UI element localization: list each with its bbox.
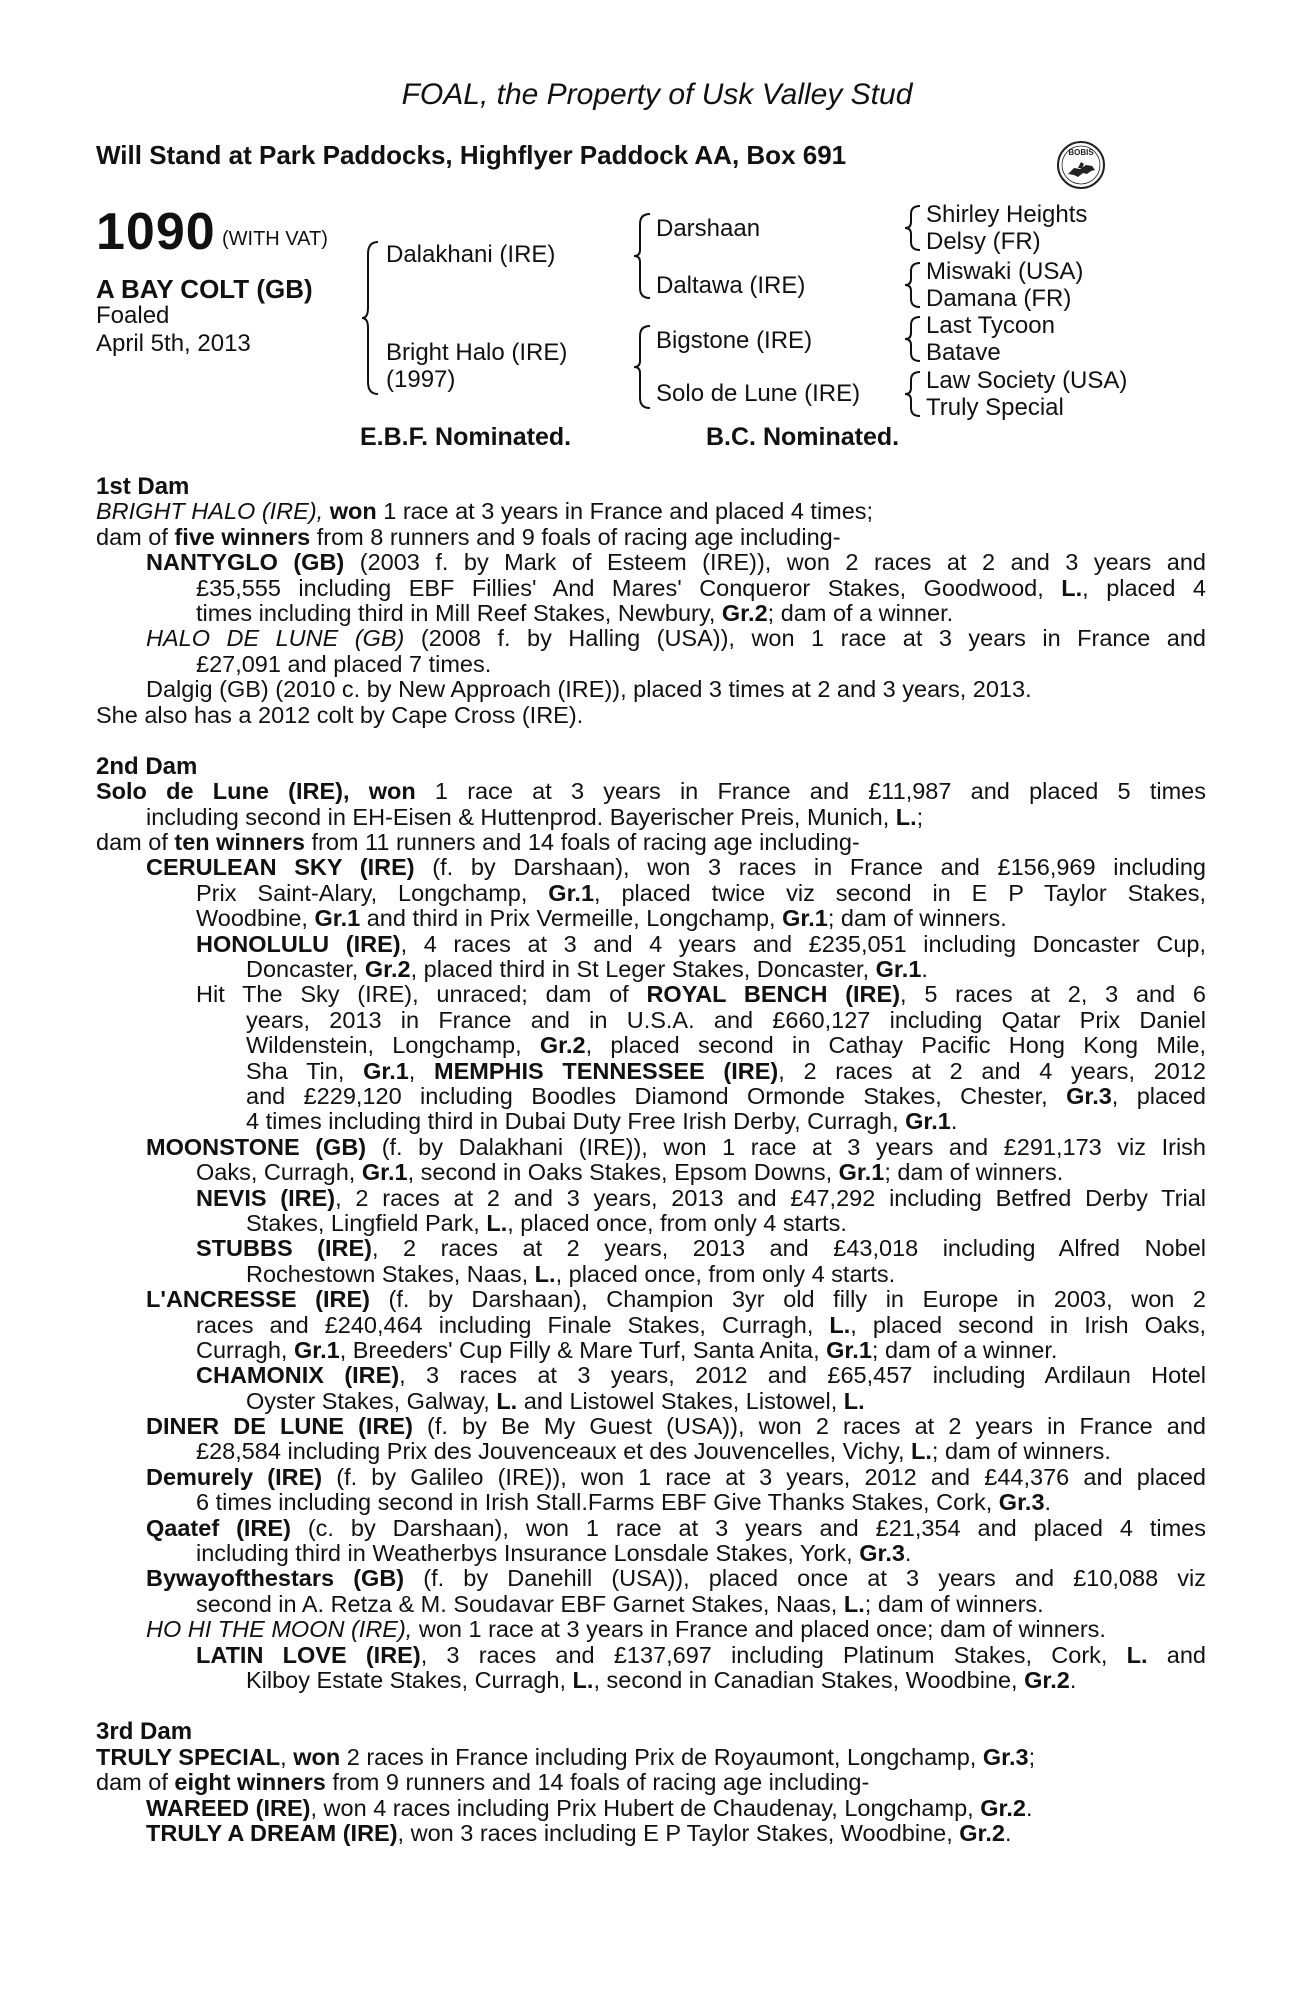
- bold-text: L.: [843, 1590, 865, 1617]
- text: ; dam of a winner.: [767, 599, 954, 626]
- text: £27,091 and placed 7 times.: [196, 650, 492, 677]
- record-line: [96, 1211, 1206, 1236]
- bold-text: Gr.3: [859, 1540, 905, 1567]
- bold-text: Gr.1: [361, 1159, 408, 1186]
- bold-text: five winners: [174, 523, 311, 550]
- bold-text: Gr.1: [838, 1159, 885, 1186]
- text: (f. by Danehill (USA)), placed once at 3 years and £10,088 viz: [404, 1566, 1206, 1592]
- record-line: [96, 1135, 1206, 1160]
- spacer: [96, 1693, 1206, 1719]
- text: .: [904, 1540, 912, 1567]
- record-line: [96, 677, 1206, 702]
- record-line: [96, 1643, 1206, 1668]
- section-heading: [96, 754, 1206, 779]
- bold-text: MOONSTONE (GB): [146, 1134, 367, 1160]
- text: dam of: [96, 523, 175, 550]
- text: , Breeders' Cup Filly & Mare Turf, Santa Anita,: [339, 1336, 827, 1363]
- record-line: [96, 1770, 1206, 1795]
- text: , 3 races at 3 years, 2012 and £65,457 including Ardilaun Hotel: [399, 1363, 1206, 1389]
- foaled-date: April 5th, 2013: [96, 330, 251, 357]
- g3-g4-brace: [902, 259, 926, 311]
- record-line: [96, 1516, 1206, 1541]
- record-line: [96, 1084, 1206, 1109]
- bold-text: TRULY A DREAM (IRE): [146, 1819, 398, 1846]
- bold-text: L.: [843, 1387, 865, 1414]
- record-line: [96, 1313, 1206, 1338]
- bold-text: Gr.2: [1024, 1666, 1070, 1693]
- bold-text: WAREED (IRE): [146, 1794, 311, 1821]
- record-line: [96, 1541, 1206, 1566]
- bold-text: Gr.1: [826, 1336, 872, 1363]
- record-line: [96, 1490, 1206, 1515]
- bold-text: L.: [486, 1209, 508, 1236]
- text: Stakes, Lingfield Park,: [246, 1209, 487, 1236]
- text: .: [1069, 1666, 1077, 1693]
- text: .: [1005, 1819, 1012, 1846]
- pedigree-dam: Bright Halo (IRE): [386, 339, 568, 366]
- bold-text: L.: [911, 1438, 932, 1465]
- record-line: [96, 1059, 1206, 1084]
- text: and Listowel Stakes, Listowel,: [517, 1387, 844, 1414]
- text: (c. by Darshaan), won 1 race at 3 years and £21,354 and placed 4 times: [290, 1515, 1206, 1541]
- bold-text: Gr.1: [293, 1336, 340, 1363]
- bold-text: L.: [829, 1312, 851, 1338]
- g7-g8-brace: [902, 368, 926, 420]
- text: 4 times including third in Dubai Duty Free Irish Derby, Curragh,: [246, 1108, 906, 1135]
- bold-text: Gr.1: [875, 956, 922, 983]
- record-line: [96, 1236, 1206, 1261]
- text: Kilboy Estate Stakes, Curragh,: [246, 1666, 573, 1693]
- text: 2 races in France including Prix de Royaumont, Longchamp,: [340, 1743, 983, 1770]
- bold-text: Qaatef (IRE): [146, 1515, 291, 1541]
- svg-text:BOBIS: BOBIS: [1068, 148, 1094, 157]
- pedigree-g5: Last Tycoon: [926, 312, 1055, 339]
- record-line: [96, 1186, 1206, 1211]
- bold-text: 2nd Dam: [96, 752, 198, 780]
- produce-record: [96, 474, 1206, 1846]
- bold-text: CHAMONIX (IRE): [196, 1363, 400, 1389]
- bold-text: Gr.2: [539, 1033, 586, 1059]
- text: Dalgig (GB) (2010 c. by New Approach (IRE)), placed 3 times at 2 and 3 years, 2013.: [146, 676, 1032, 703]
- text: , 5 races at 2, 3 and 6: [900, 982, 1206, 1008]
- bold-text: Gr.1: [314, 905, 361, 932]
- text: ; dam of winners.: [931, 1438, 1111, 1465]
- bold-text: Gr.2: [980, 1794, 1026, 1821]
- bold-text: ROYAL BENCH (IRE): [646, 982, 901, 1008]
- text: Sha Tin,: [246, 1058, 364, 1084]
- text: (f. by Darshaan), Champion 3yr old filly in Europe in 2003, won 2: [369, 1287, 1206, 1313]
- record-line: [96, 1109, 1206, 1134]
- text: £28,584 including Prix des Jouvenceaux et des Jouvencelles, Vichy,: [196, 1438, 912, 1465]
- text: times including third in Mill Reef Stakes, Newbury,: [196, 599, 722, 626]
- text: , 2 races at 2 and 3 years, 2013 and £47,292 including Betfred Derby Trial: [335, 1185, 1206, 1211]
- sire-brace: [632, 210, 656, 302]
- text: (f. by Dalakhani (IRE)), won 1 race at 3 years and £291,173 viz Irish: [366, 1134, 1206, 1160]
- text: ; dam of winners.: [864, 1590, 1044, 1617]
- record-line: [96, 1287, 1206, 1312]
- text: (2003 f. by Mark of Esteem (IRE)), won 2 races at 2 and 3 years and: [344, 550, 1206, 576]
- bold-text: MEMPHIS TENNESSEE (IRE): [434, 1058, 779, 1084]
- bold-text: LATIN LOVE (IRE): [196, 1642, 421, 1668]
- pedigree-g2: Delsy (FR): [926, 228, 1041, 255]
- text: She also has a 2012 colt by Cape Cross (IRE).: [96, 701, 584, 728]
- text: from 8 runners and 9 foals of racing age including-: [310, 523, 841, 550]
- record-line: [96, 1796, 1206, 1821]
- bold-text: 3rd Dam: [96, 1718, 193, 1746]
- record-line: [96, 1566, 1206, 1591]
- record-line: [96, 1262, 1206, 1287]
- stabling-info: Will Stand at Park Paddocks, Highflyer Paddock AA, Box 691: [96, 140, 847, 170]
- text: , placed second in Irish Oaks,: [850, 1312, 1206, 1338]
- record-line: [96, 881, 1206, 906]
- vat-note: (WITH VAT): [222, 228, 328, 250]
- dam-brace: [632, 322, 656, 412]
- pedigree-g8: Truly Special: [926, 394, 1064, 421]
- text: , placed third in St Leger Stakes, Doncaster,: [410, 956, 876, 983]
- text: including third in Weatherbys Insurance Lonsdale Stakes, York,: [196, 1540, 860, 1567]
- record-line: [96, 1414, 1206, 1439]
- record-line: [96, 525, 1206, 550]
- text: ; dam of a winner.: [871, 1336, 1058, 1363]
- text: years, 2013 in France and in U.S.A. and £660,127 including Qatar Prix Daniel: [246, 1007, 1206, 1033]
- text: ;: [1028, 1743, 1036, 1770]
- pedigree-g7: Law Society (USA): [926, 367, 1128, 394]
- text: (2008 f. by Halling (USA)), won 1 race at 3 years in France and: [404, 626, 1206, 652]
- record-line: [96, 550, 1206, 575]
- record-line: [96, 703, 1206, 728]
- bc-nominated: B.C. Nominated.: [706, 423, 900, 451]
- record-line: [96, 1821, 1206, 1846]
- pedigree-dam-year: (1997): [386, 366, 456, 393]
- text: , placed once, from only 4 starts.: [555, 1260, 896, 1287]
- bold-text: NEVIS (IRE): [196, 1185, 336, 1211]
- bold-text: L.: [534, 1260, 556, 1287]
- record-line: [96, 1033, 1206, 1058]
- pedigree-dam-dam: Solo de Lune (IRE): [656, 380, 861, 407]
- spacer: [96, 728, 1206, 754]
- bold-text: Gr.2: [364, 956, 411, 983]
- text: , placed 4: [1082, 575, 1206, 601]
- record-line: [96, 932, 1206, 957]
- record-line: [96, 1439, 1206, 1464]
- record-line: [96, 855, 1206, 880]
- bold-text: Gr.1: [905, 1108, 951, 1135]
- bobis-logo: [1056, 140, 1106, 190]
- bold-text: HONOLULU (IRE): [196, 931, 401, 957]
- pedigree-sire-dam: Daltawa (IRE): [656, 272, 806, 299]
- foaled-label: Foaled: [96, 302, 170, 329]
- text: , 3 races and £137,697 including Platinum Stakes, Cork,: [420, 1642, 1127, 1668]
- bold-text: eight winners: [174, 1769, 326, 1796]
- record-line: [96, 1389, 1206, 1414]
- bold-text: Gr.3: [998, 1489, 1045, 1516]
- bold-text: TRULY SPECIAL: [96, 1743, 281, 1770]
- bold-text: L.: [1061, 575, 1083, 601]
- lot-number: 1090: [96, 203, 216, 261]
- record-line: [96, 626, 1206, 651]
- text: ; dam of winners.: [827, 905, 1007, 932]
- text: , 4 races at 3 and 4 years and £235,051 including Doncaster Cup,: [400, 931, 1206, 957]
- pedigree-sire: Dalakhani (IRE): [386, 241, 556, 268]
- record-line: [96, 1668, 1206, 1693]
- record-line: [96, 906, 1206, 931]
- pedigree-sire-sire: Darshaan: [656, 215, 761, 242]
- text: , second in Oaks Stakes, Epsom Downs,: [407, 1159, 839, 1186]
- text: , placed twice viz second in E P Taylor Stakes,: [594, 880, 1206, 906]
- text: from 9 runners and 14 foals of racing age including-: [325, 1769, 870, 1796]
- section-heading: [96, 474, 1206, 499]
- g5-g6-brace: [902, 313, 926, 365]
- sire-dam-brace: [360, 238, 384, 398]
- italic-text: HO HI THE MOON (IRE),: [146, 1616, 413, 1643]
- record-line: [96, 805, 1206, 830]
- record-line: [96, 1592, 1206, 1617]
- text: , placed second in Cathay Pacific Hong Kong Mile,: [585, 1033, 1206, 1059]
- text: Wildenstein, Longchamp,: [246, 1033, 540, 1059]
- bold-text: Gr.2: [721, 599, 768, 626]
- text: Curragh,: [196, 1336, 294, 1363]
- text: dam of: [96, 1769, 175, 1796]
- text: Oyster Stakes, Galway,: [246, 1387, 497, 1414]
- text: dam of: [96, 829, 175, 856]
- record-line: [96, 957, 1206, 982]
- text: ; dam of winners.: [884, 1159, 1064, 1186]
- record-line: [96, 652, 1206, 677]
- record-line: [96, 982, 1206, 1007]
- record-line: [96, 1008, 1206, 1033]
- text: Rochestown Stakes, Naas,: [246, 1260, 535, 1287]
- g1-g2-brace: [902, 202, 926, 254]
- bold-text: Gr.2: [959, 1819, 1005, 1846]
- bold-text: Gr.1: [363, 1058, 409, 1084]
- text: second in A. Retza & M. Soudavar EBF Garnet Stakes, Naas,: [196, 1590, 844, 1617]
- text: ,: [280, 1743, 294, 1770]
- italic-text: HALO DE LUNE (GB): [146, 626, 405, 652]
- text: 6 times including second in Irish Stall.Farms EBF Give Thanks Stakes, Cork,: [196, 1489, 999, 1516]
- text: , second in Canadian Stakes, Woodbine,: [593, 1666, 1025, 1693]
- record-line: [96, 1617, 1206, 1642]
- bold-text: won: [293, 1743, 341, 1770]
- pedigree-g4: Damana (FR): [926, 285, 1072, 312]
- text: .: [921, 956, 928, 983]
- text: Oaks, Curragh,: [196, 1159, 362, 1186]
- record-line: [96, 1160, 1206, 1185]
- bold-text: NANTYGLO (GB): [146, 550, 345, 576]
- record-line: [96, 1745, 1206, 1770]
- bold-text: STUBBS (IRE): [196, 1236, 372, 1262]
- record-line: [96, 1363, 1206, 1388]
- text: .: [1025, 1794, 1033, 1821]
- text: Prix Saint-Alary, Longchamp,: [196, 880, 549, 906]
- bold-text: DINER DE LUNE (IRE): [146, 1414, 413, 1440]
- bold-text: 1st Dam: [96, 473, 190, 500]
- text: from 11 runners and 14 foals of racing age including-: [304, 829, 860, 856]
- bold-text: Gr.1: [548, 880, 595, 906]
- record-line: [96, 830, 1206, 855]
- text: (f. by Galileo (IRE)), won 1 race at 3 years, 2012 and £44,376 and placed: [322, 1464, 1206, 1490]
- record-line: [96, 601, 1206, 626]
- text: (f. by Darshaan), won 3 races in France and £156,969 including: [414, 855, 1206, 881]
- text: , won 3 races including E P Taylor Stakes, Woodbine,: [397, 1819, 960, 1846]
- lot-description: A BAY COLT (GB): [96, 274, 313, 304]
- text: £35,555 including EBF Fillies' And Mares' Conqueror Stakes, Goodwood,: [196, 575, 1062, 601]
- pedigree-g6: Batave: [926, 339, 1001, 366]
- bold-text: Gr.3: [982, 1743, 1029, 1770]
- text: and £229,120 including Boodles Diamond Ormonde Stakes, Chester,: [246, 1083, 1067, 1109]
- text: Hit The Sky (IRE), unraced; dam of: [196, 982, 647, 1008]
- text: including second in EH-Eisen & Huttenprod. Bayerischer Preis, Munich,: [146, 803, 896, 830]
- pedigree-g1: Shirley Heights: [926, 201, 1088, 228]
- bold-text: Solo de Lune (IRE), won: [96, 779, 416, 805]
- record-line: [96, 576, 1206, 601]
- text: .: [950, 1108, 958, 1135]
- text: won 1 race at 3 years in France and placed once; dam of winners.: [412, 1616, 1106, 1643]
- bold-text: Bywayofthestars (GB): [146, 1566, 405, 1592]
- ebf-nominated: E.B.F. Nominated.: [360, 423, 572, 451]
- record-line: [96, 779, 1206, 804]
- record-line: [96, 1465, 1206, 1490]
- text: 1 race at 3 years in France and £11,987 and placed 5 times: [415, 779, 1206, 805]
- page-title: FOAL, the Property of Usk Valley Stud: [401, 78, 913, 111]
- text: , won 4 races including Prix Hubert de Chaudenay, Longchamp,: [310, 1794, 981, 1821]
- pedigree-dam-sire: Bigstone (IRE): [656, 327, 813, 354]
- bold-text: L'ANCRESSE (IRE): [146, 1287, 370, 1313]
- text: races and £240,464 including Finale Stakes, Curragh,: [196, 1312, 830, 1338]
- record-line: [96, 499, 1206, 524]
- text: Woodbine,: [196, 905, 315, 932]
- text: ;: [916, 803, 924, 830]
- text: .: [1044, 1489, 1052, 1516]
- bold-text: Gr.3: [1066, 1083, 1112, 1109]
- text: , 2 races at 2 years, 2013 and £43,018 including Alfred Nobel: [371, 1236, 1206, 1262]
- text: and: [1147, 1642, 1206, 1668]
- text: (f. by Be My Guest (USA)), won 2 races at 2 years in France and: [412, 1414, 1206, 1440]
- bold-text: L.: [572, 1666, 594, 1693]
- record-line: [96, 1338, 1206, 1363]
- text: , placed once, from only 4 starts.: [507, 1209, 847, 1236]
- text: Doncaster,: [246, 956, 365, 983]
- text: 1 race at 3 years in France and placed 4 times;: [376, 498, 874, 525]
- bold-text: Demurely (IRE): [146, 1464, 323, 1490]
- text: and third in Prix Vermeille, Longchamp,: [360, 905, 783, 932]
- bold-text: CERULEAN SKY (IRE): [146, 855, 415, 881]
- bold-text: ten winners: [174, 829, 305, 856]
- text: , 2 races at 2 and 4 years, 2012: [778, 1058, 1206, 1084]
- text: ,: [408, 1058, 435, 1084]
- section-heading: [96, 1719, 1206, 1744]
- bold-text: L.: [1126, 1642, 1148, 1668]
- text: , placed: [1111, 1083, 1206, 1109]
- bold-text: Gr.1: [782, 905, 828, 932]
- italic-text: BRIGHT HALO (IRE),: [96, 498, 324, 525]
- pedigree-g3: Miswaki (USA): [926, 258, 1084, 285]
- bold-text: won: [329, 498, 377, 525]
- bold-text: L.: [496, 1387, 518, 1414]
- bold-text: L.: [895, 803, 917, 830]
